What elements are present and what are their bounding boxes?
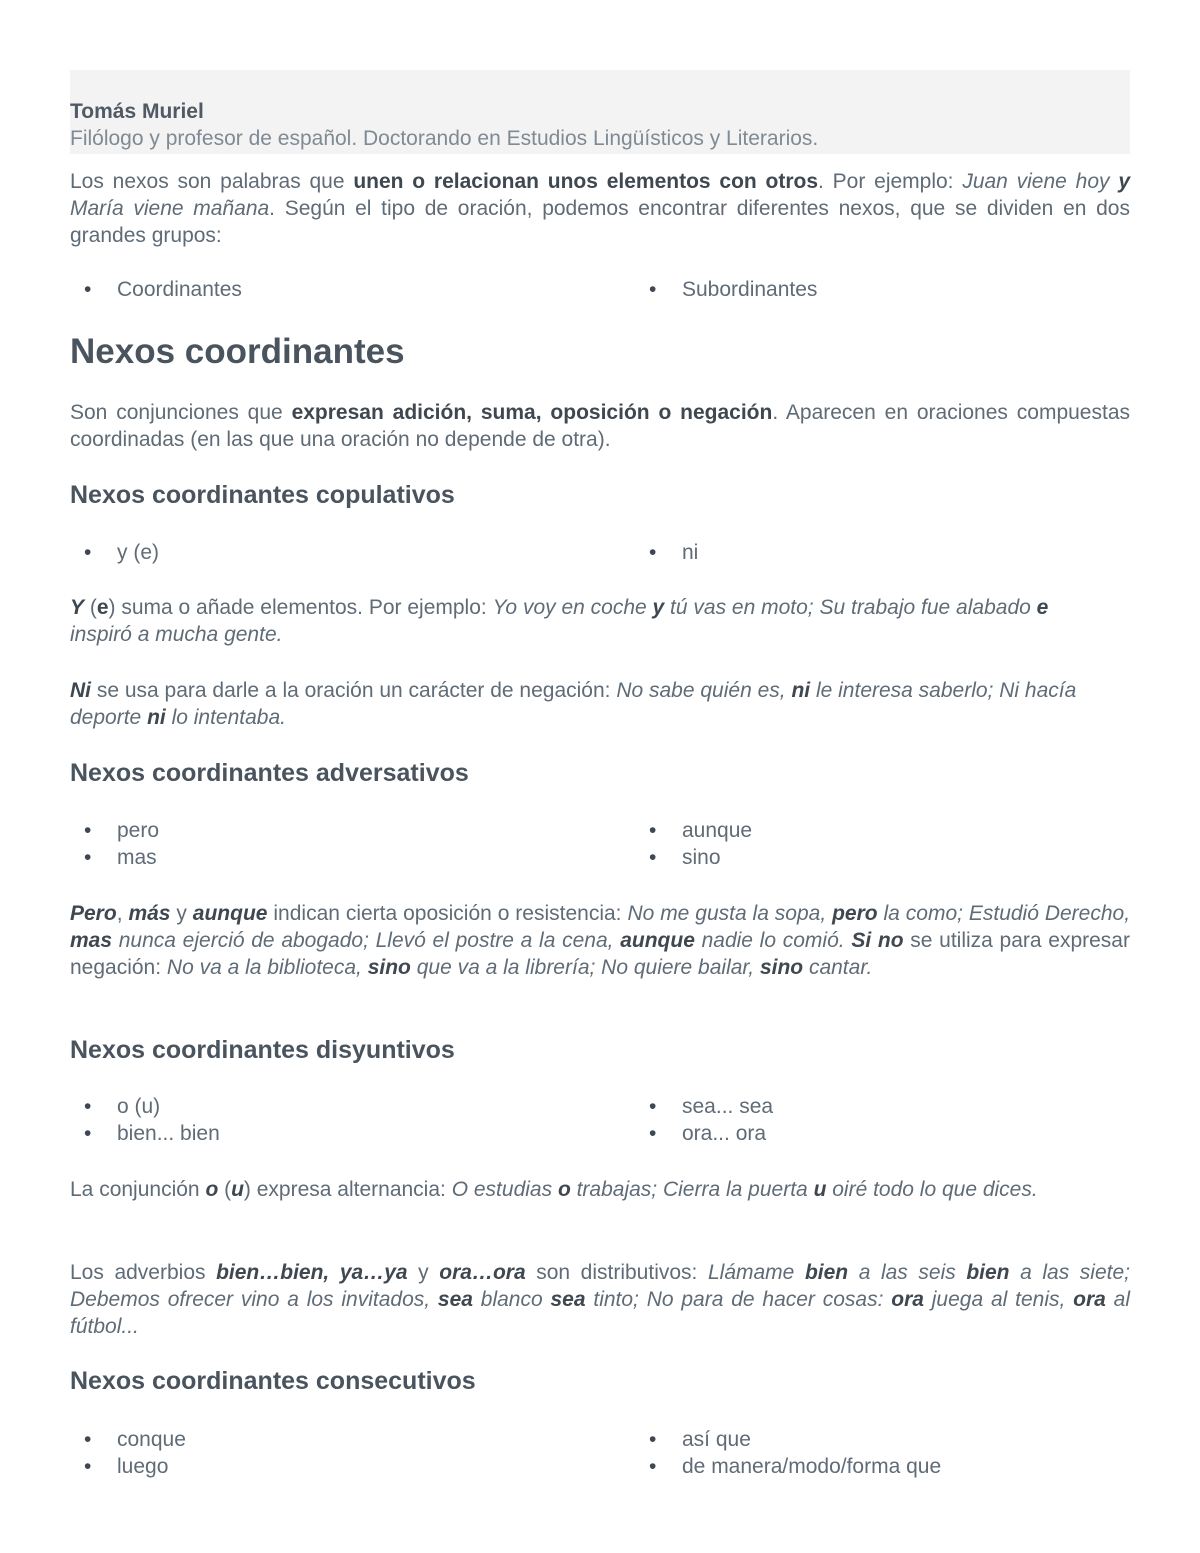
list-item: • aunque: [635, 817, 752, 844]
list-item: • conque: [70, 1426, 186, 1453]
heading-copulativos: Nexos coordinantes copulativos: [70, 481, 455, 509]
list-item: • ora... ora: [635, 1120, 773, 1147]
copulativos-ni-paragraph: Ni se usa para darle a la oración un carácter de negación: No sabe quién es, ni le interesa saberlo; Ni hacía deporte ni lo intentaba.: [70, 679, 1077, 729]
list-item: • o (u): [70, 1093, 220, 1120]
list-item: • así que: [635, 1426, 941, 1453]
list-item: • sino: [635, 844, 752, 871]
copulativos-y-paragraph: Y (e) suma o añade elementos. Por ejemplo: Yo voy en coche y tú vas en moto; Su trabajo fue alabado e inspiró a mucha gente.: [70, 596, 1049, 646]
list-item: • Coordinantes: [70, 276, 242, 303]
list-item: • mas: [70, 844, 159, 871]
author-box: [70, 70, 1130, 154]
list-item: • de manera/modo/forma que: [635, 1453, 941, 1480]
heading-adversativos: Nexos coordinantes adversativos: [70, 759, 469, 787]
list-item: • Subordinantes: [635, 276, 817, 303]
disyuntivos-o-paragraph: La conjunción o (u) expresa alternancia: O estudias o trabajas; Cierra la puerta u oiré todo lo que dices.: [70, 1178, 1038, 1201]
section-title: Nexos coordinantes: [70, 332, 405, 371]
adversativos-paragraph: Pero, más y aunque indican cierta oposición o resistencia: No me gusta la sopa, pero la como; Estudió Derecho, mas nunca ejerció de abogado; Llevó el postre a la cena, aunque nadie lo comió. Si no se utiliza para expresar negación: No va a la biblioteca, sino que va a la librería; No quiere bailar, sino cantar.: [70, 902, 1131, 979]
list-item: • luego: [70, 1453, 186, 1480]
author-name: Tomás Muriel: [70, 100, 204, 123]
list-item: • y (e): [70, 539, 159, 566]
list-item: • ni: [635, 539, 698, 566]
heading-consecutivos: Nexos coordinantes consecutivos: [70, 1367, 476, 1395]
document-page: [70, 70, 1131, 1478]
author-bio: Filólogo y profesor de español. Doctorando en Estudios Lingüísticos y Literarios.: [70, 127, 819, 150]
section-paragraph: Son conjunciones que expresan adición, suma, oposición o negación. Aparecen en oraciones compuestas coordinadas (en las que una oración no depende de otra).: [70, 401, 1131, 451]
list-item: • sea... sea: [635, 1093, 773, 1120]
heading-disyuntivos: Nexos coordinantes disyuntivos: [70, 1036, 455, 1064]
disyuntivos-adverbios-paragraph: Los adverbios bien…bien, ya…ya y ora…ora son distributivos: Llámame bien a las seis bien a las siete; Debemos ofrecer vino a los invitados, sea blanco sea tinto; No para de hacer cosas: ora juega al tenis, ora al fútbol...: [70, 1261, 1131, 1338]
list-item: • pero: [70, 817, 159, 844]
list-item: • bien... bien: [70, 1120, 220, 1147]
intro-paragraph: Los nexos son palabras que unen o relacionan unos elementos con otros. Por ejemplo: Juan viene hoy y María viene mañana. Según el tipo de oración, podemos encontrar diferentes nexos, que se dividen en dos grandes grupos:: [70, 170, 1130, 247]
